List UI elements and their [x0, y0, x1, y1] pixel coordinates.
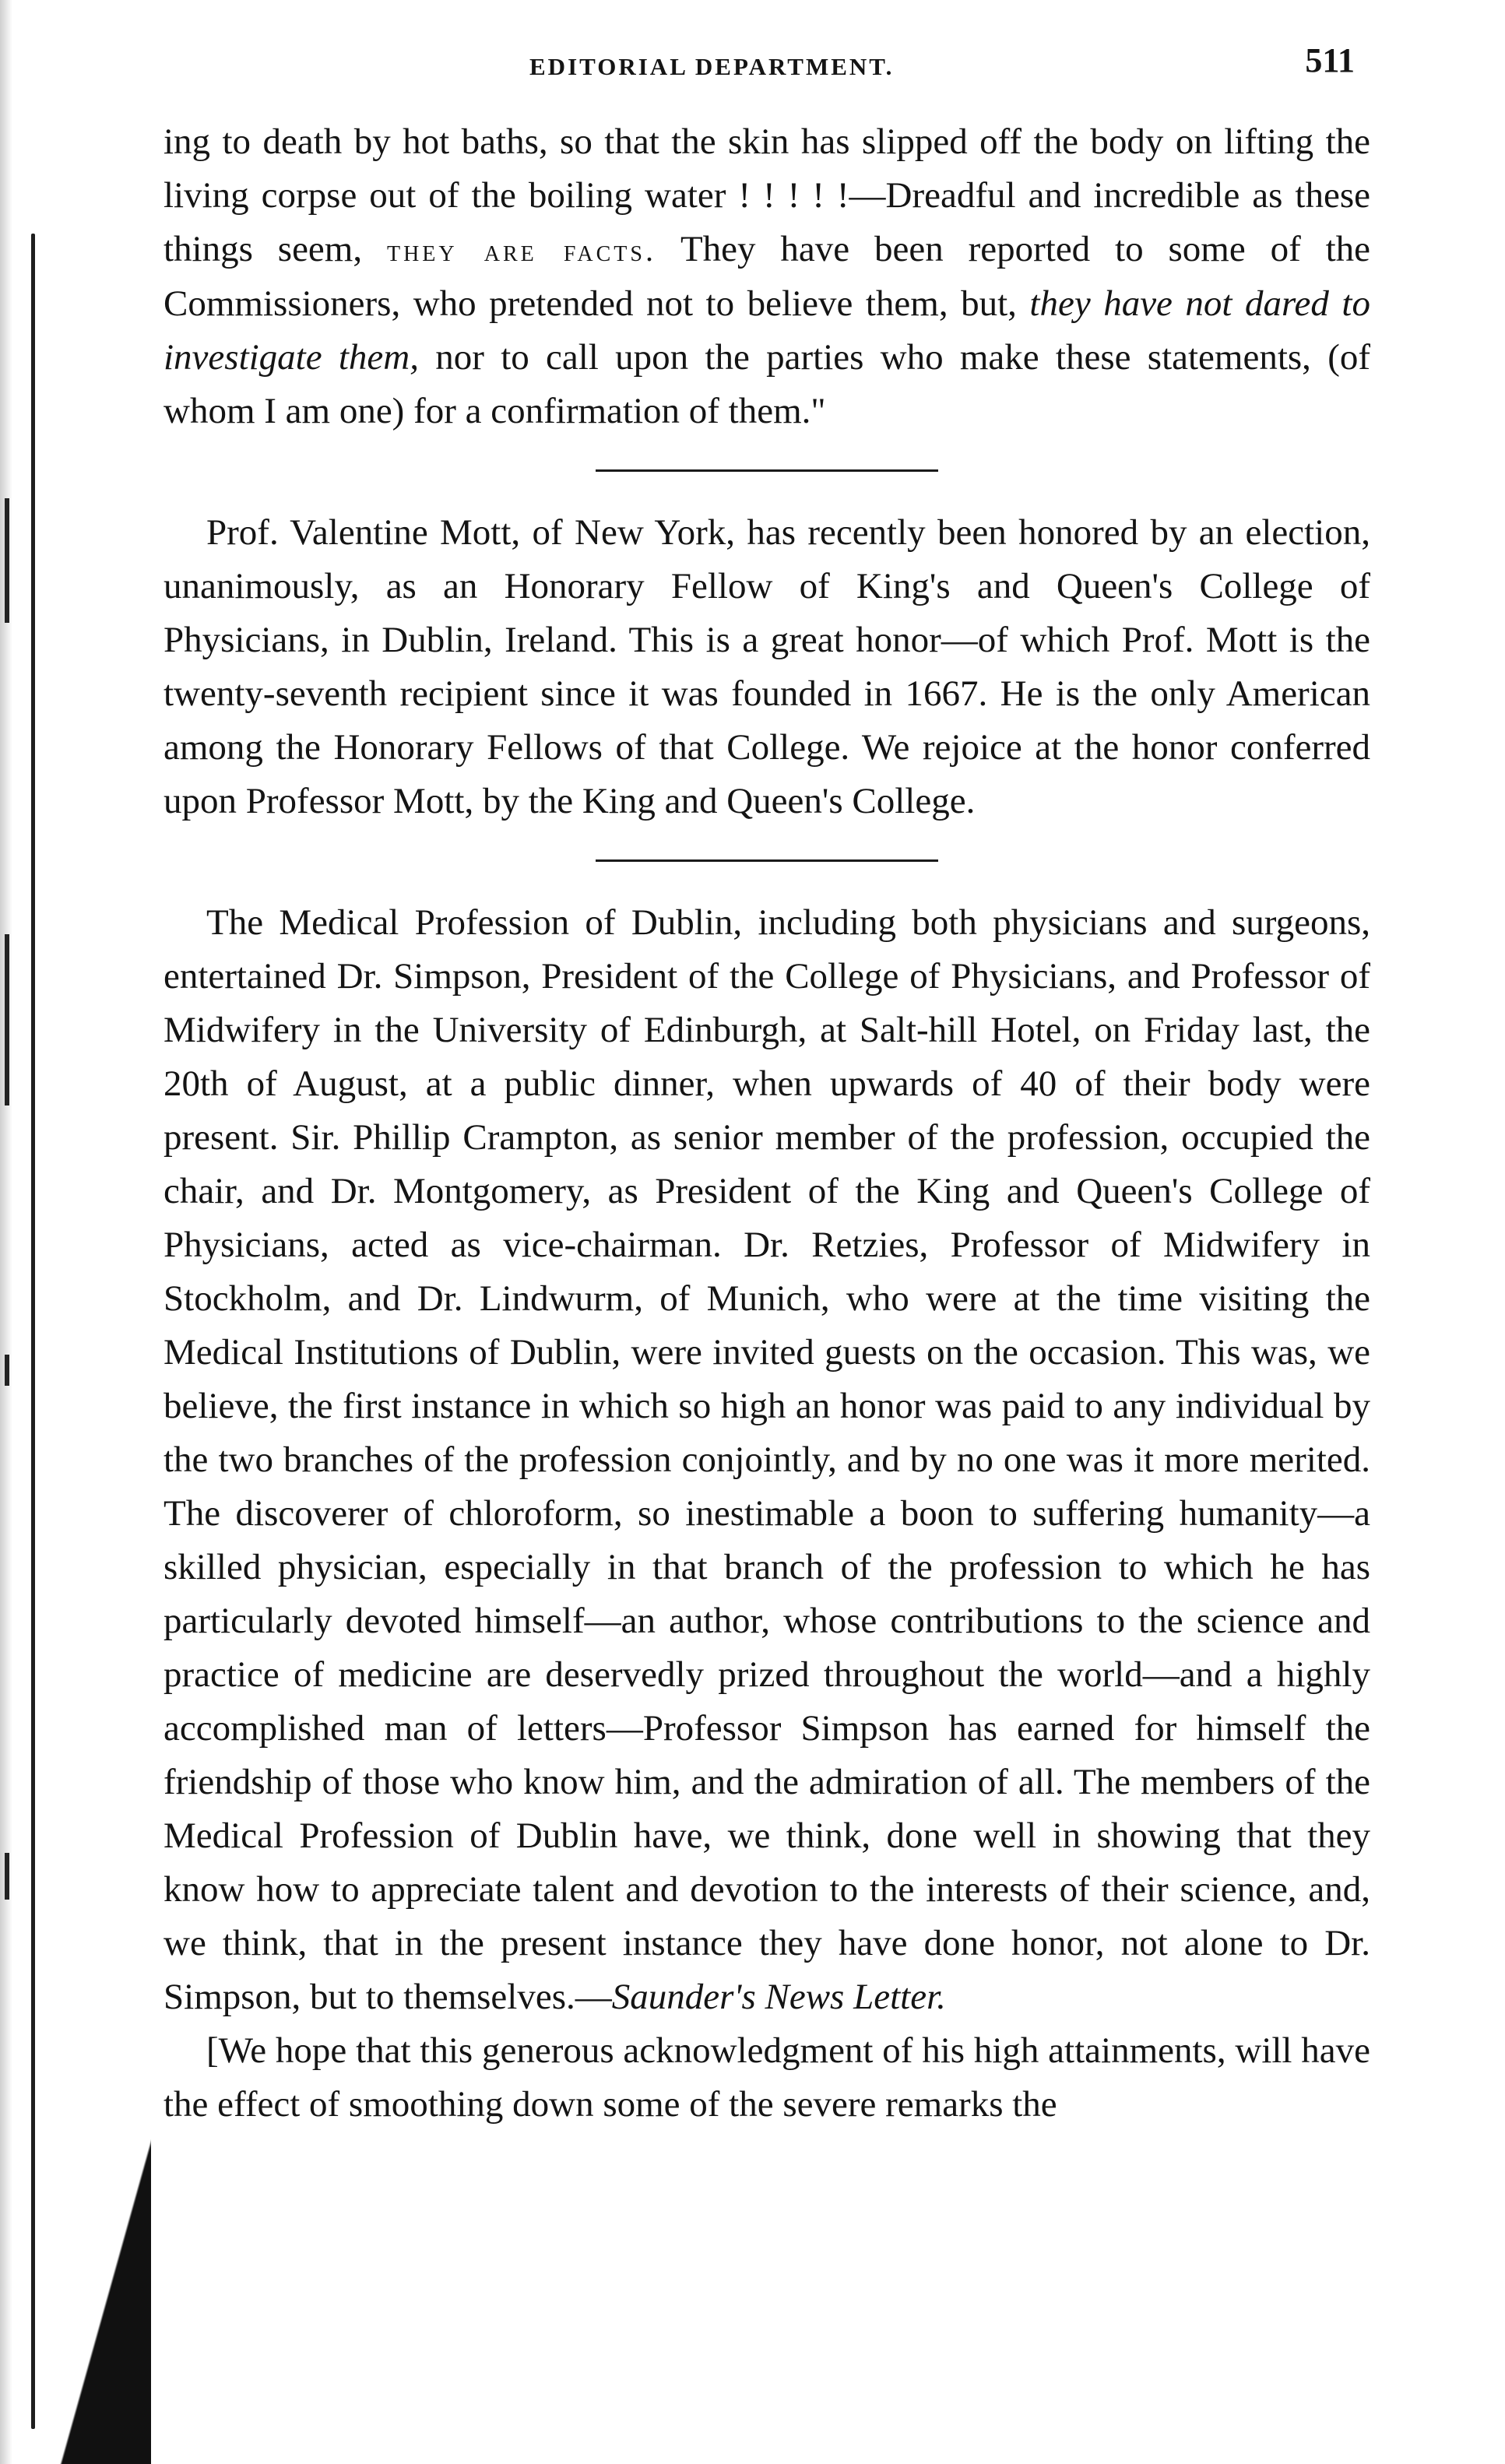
- paragraph-simpson: [164, 896, 1370, 2024]
- paragraph-text: The Medical Profession of Dublin, including both physicians and surgeons, entertained Dr. Simpson, President of the College of Physicians, and Professor of Midwifery in the University of Edinburgh, at Salt-hill Hotel, on Friday last, the 20th of August, at a public dinner, when upwards of 40 of their body were present. Sir. Phillip Crampton, as senior member of the profession, occupied the chair, and Dr. Montgomery, as President of the King and Queen's College of Physicians, acted as vice-chairman. Dr. Retzies, Professor of Midwifery in Stockholm, and Dr. Lindwurm, of Munich, who were at the time visiting the Medical Institutions of Dublin, were invited guests on the occasion. This was, we believe, the first instance in which so high an honor was paid to any individual by the two branches of the profession conjointly, and by no one was it more merited. The discoverer of chloroform, so inestimable a boon to suffering humanity—a skilled physician, especially in that branch of the profession to which he has particularly devoted himself—an author, whose contributions to the science and practice of medicine are deservedly prized throughout the world—and a highly accomplished man of letters—Professor Simpson has earned for himself the friendship of those who know him, and the admiration of all. The members of the Medical Profession of Dublin have, we think, done well in showing that they know how to appreciate talent and devotion to the interests of their science, and, we think, that in the present instance they have done honor, not alone to Dr. Simpson, but to themselves.—: [164, 902, 1370, 2017]
- emphasis-italic: they have not dared to investigate them,: [164, 283, 1370, 378]
- section-divider: [596, 859, 938, 862]
- page-number: 511: [1305, 41, 1355, 79]
- source-citation: Saunder's News Letter.: [611, 1977, 946, 2017]
- page-header: [156, 41, 1355, 93]
- paragraph-continuation: [164, 115, 1370, 438]
- margin-mark: [5, 498, 9, 623]
- section-divider: [596, 469, 938, 472]
- article-body: [164, 115, 1370, 2132]
- paragraph-text: ing to death by hot baths, so that the skin has slipped off the body on lifting the living corpse out of the boiling water ! ! ! ! !—Dreadful and incredible as these things seem,: [164, 121, 1370, 269]
- margin-mark: [5, 1355, 9, 1386]
- paragraph-editorial-note: [We hope that this generous acknowledgment of his high attainments, will have the effect of smoothing down some of the severe remarks the: [164, 2030, 1370, 2125]
- paragraph-text: nor to call upon the parties who make these statements, (of whom I am one) for a confirmation of them.": [164, 337, 1370, 431]
- emphasis-smallcaps: they are facts.: [386, 233, 656, 268]
- paragraph-text: They have been reported to some of the Commissioners, who pretended not to believe them, but,: [164, 229, 1371, 324]
- running-head: EDITORIAL DEPARTMENT.: [529, 53, 895, 80]
- margin-mark: [5, 1853, 9, 1900]
- binding-shadow-corner: [50, 2102, 151, 2464]
- page-binding-shadow: [0, 0, 12, 2464]
- margin-mark: [5, 934, 9, 1105]
- paragraph-mott: Prof. Valentine Mott, of New York, has recently been honored by an election, unanimously, as an Honorary Fellow of King's and Queen's College of Physicians, in Dublin, Ireland. This is a great honor—of which Prof. Mott is the twenty-seventh recipient since it was founded in 1667. He is the only American among the Honorary Fellows of that College. We rejoice at the honor conferred upon Professor Mott, by the King and Queen's College.: [164, 512, 1370, 821]
- book-spine-edge: [31, 234, 35, 2429]
